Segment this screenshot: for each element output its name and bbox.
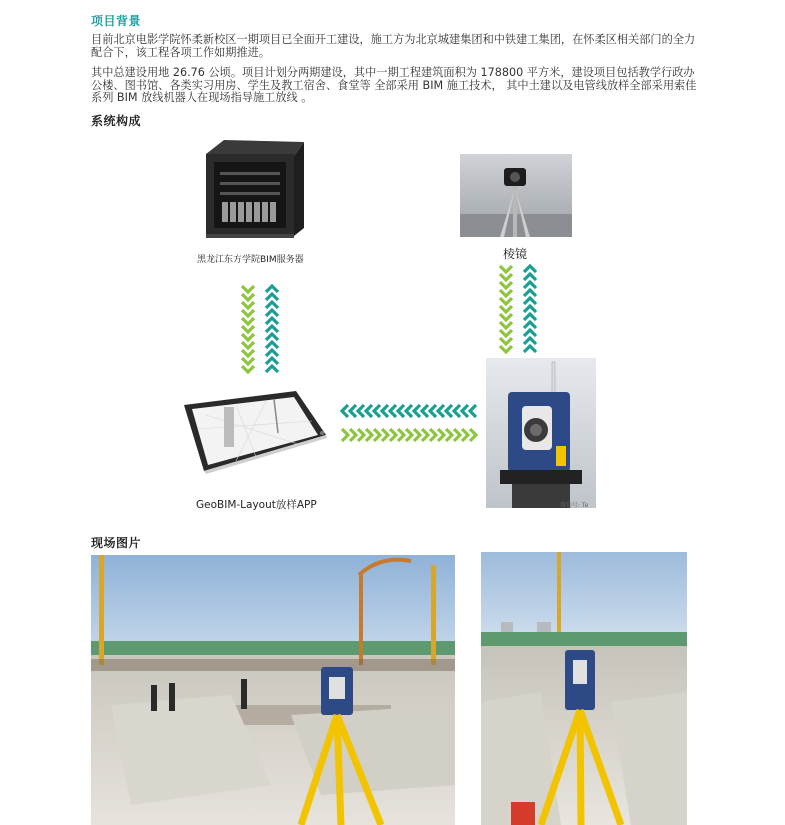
right-arrows-icon — [340, 427, 480, 443]
watermark: 微信号: Te — [560, 502, 589, 509]
section-heading-background: 项目背景 — [91, 14, 142, 28]
down-arrows-icon — [240, 284, 256, 374]
app-caption: GeoBIM-Layout放样APP — [196, 499, 317, 511]
left-arrows-icon — [340, 403, 480, 419]
tablet-image — [176, 385, 330, 475]
server-caption: 黑龙江东方学院BIM服务器 — [197, 255, 304, 265]
background-paragraph-1: 目前北京电影学院怀柔新校区一期项目已全面开工建设，施工方为北京城建集团和中铁建工集团，在怀柔区相关部门的全力配合下，该工程各项工作如期推进。 — [91, 33, 696, 59]
up-arrows-icon — [522, 264, 538, 354]
section-heading-photos: 现场图片 — [91, 536, 142, 550]
up-arrows-icon — [264, 284, 280, 374]
section-heading-system: 系统构成 — [91, 114, 142, 128]
site-photo-2 — [481, 552, 687, 825]
site-photo-1 — [91, 555, 455, 825]
down-arrows-icon — [498, 264, 514, 354]
prism-image — [460, 154, 572, 237]
prism-caption: 棱镜 — [503, 247, 528, 261]
total-station-image — [486, 358, 596, 508]
background-paragraph-2: 其中总建设用地 26.76 公顷。项目计划分两期建设，其中一期工程建筑面积为 178800 平方米，建设项目包括教学行政办公楼、图书馆、各类实习用房、学生及教工宿舍、食堂等 全部采用 BIM 施工技术， 其中土建以及电管线放样全部采用索佳系列 BIM 放线机器人在现场指导施工放线 。 — [91, 66, 697, 105]
server-image — [200, 132, 312, 242]
